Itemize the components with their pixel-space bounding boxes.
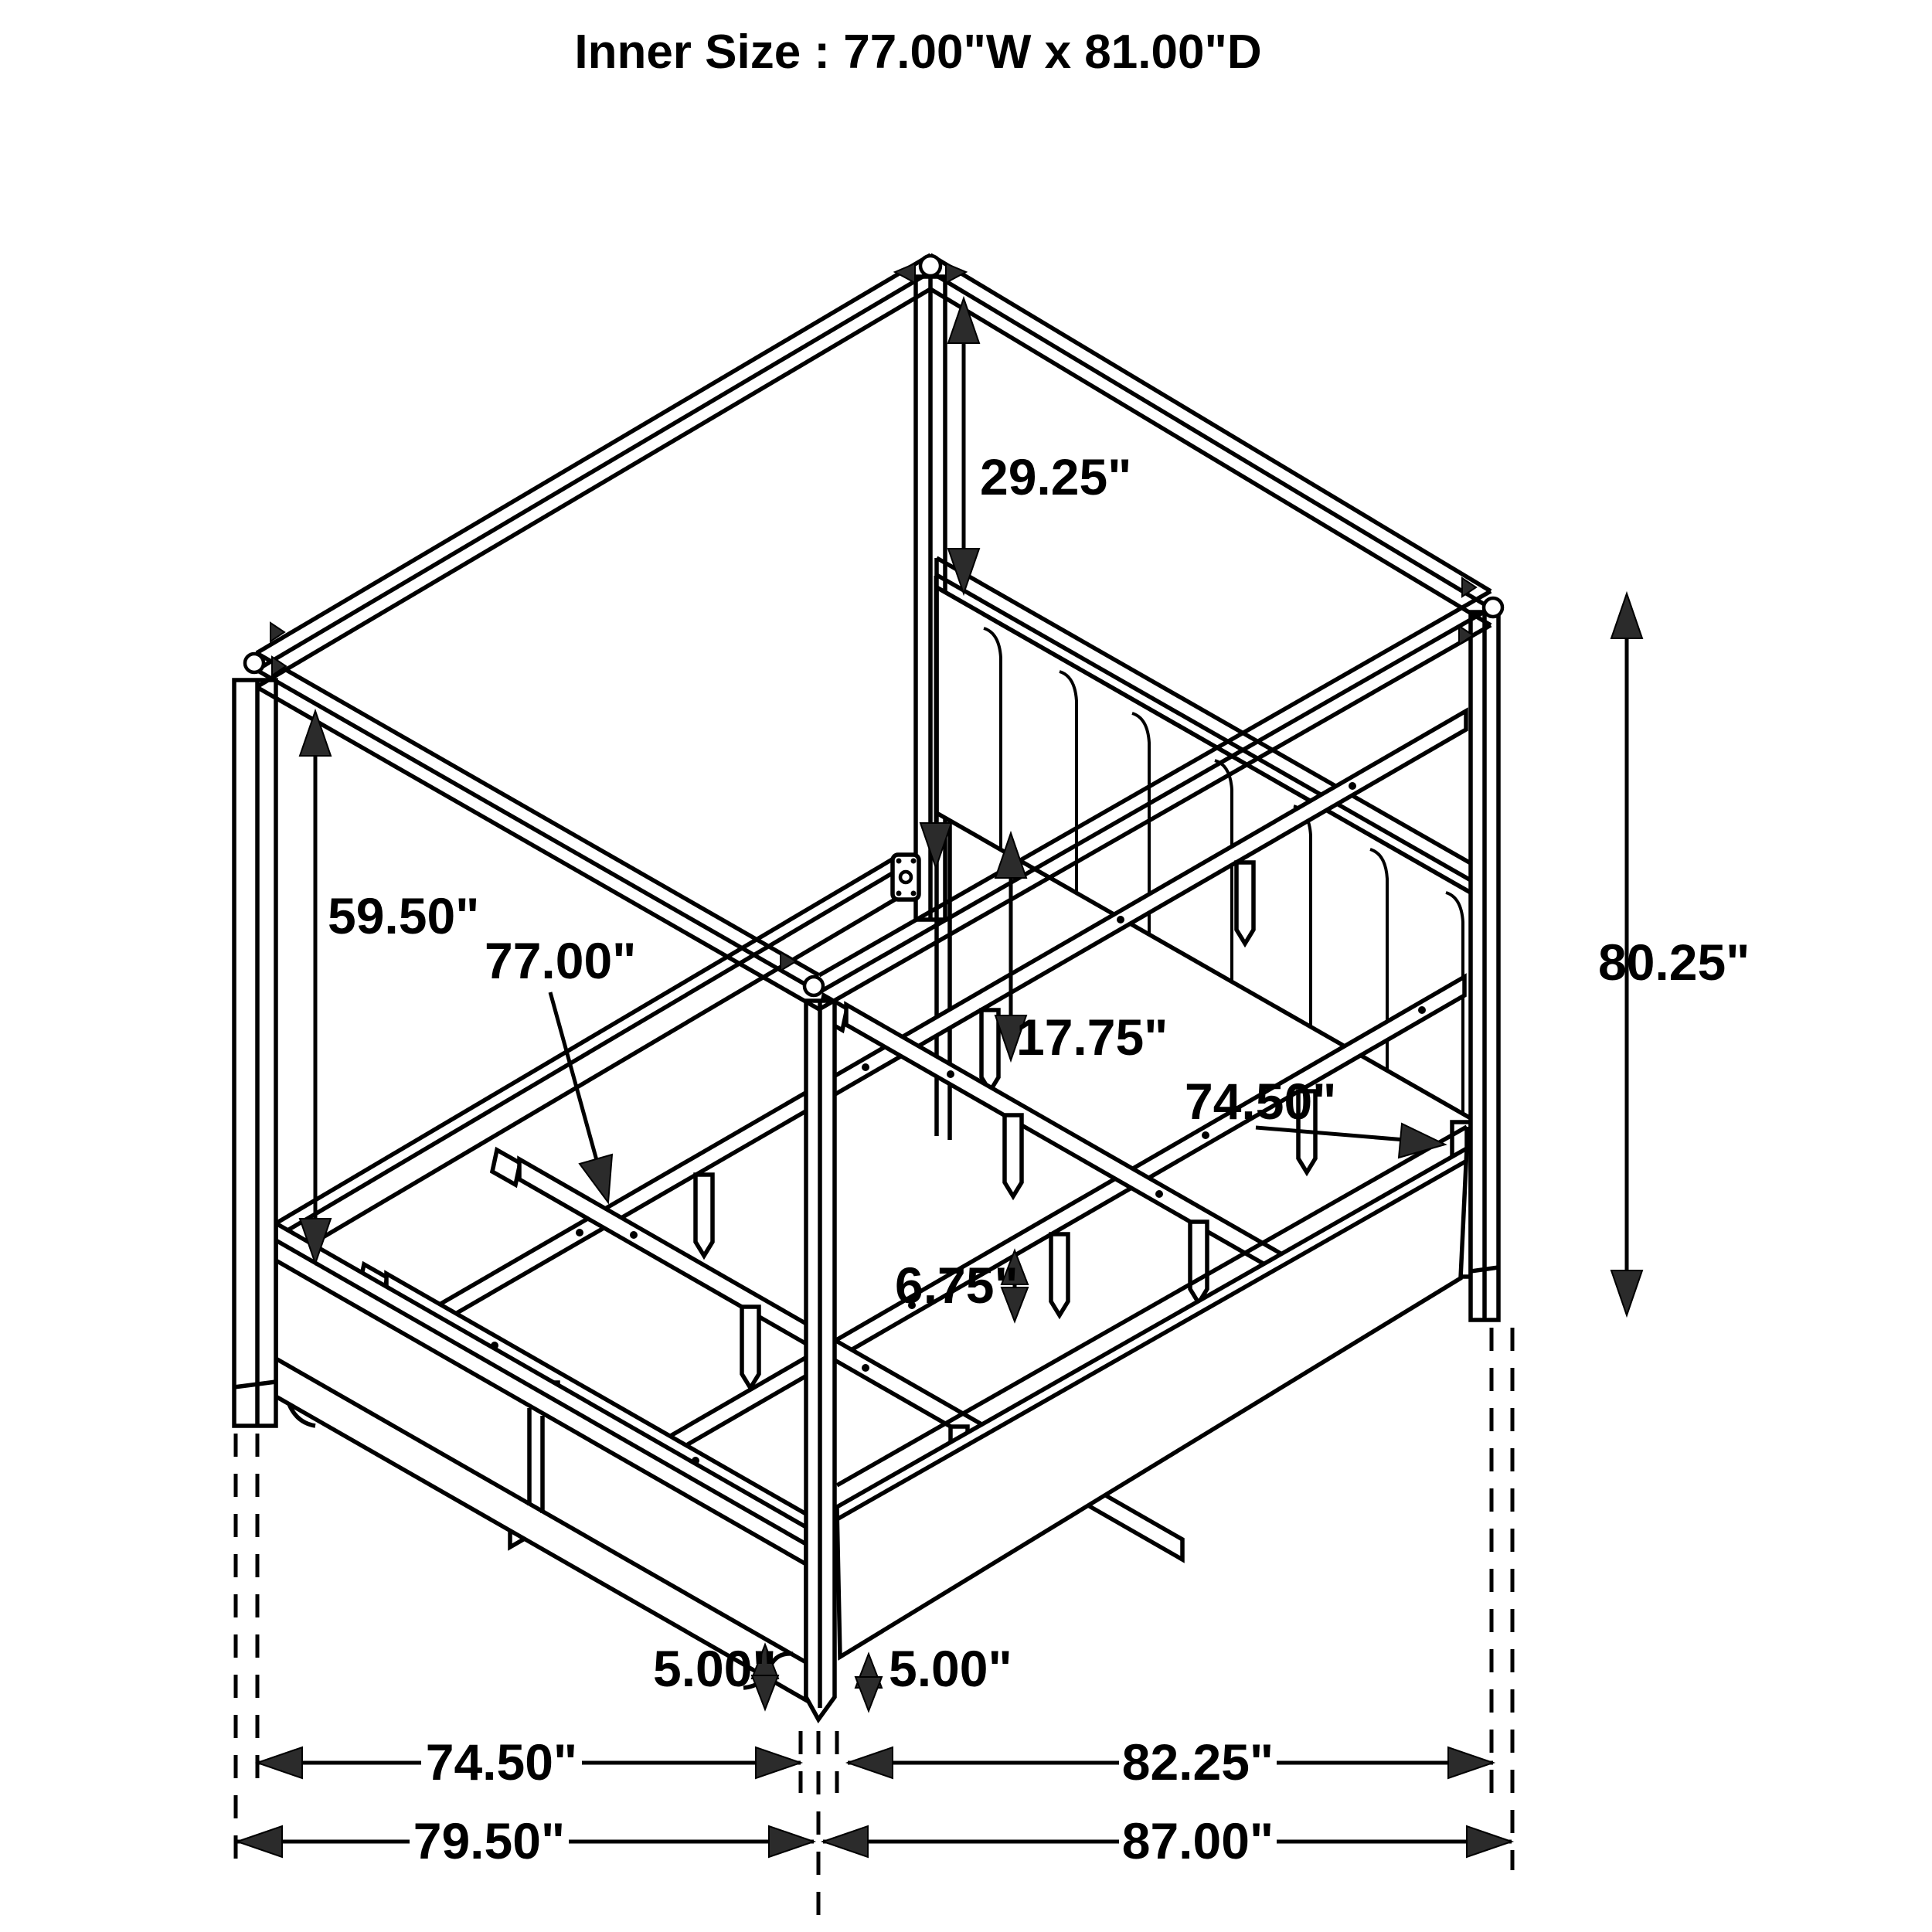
corner-wedge xyxy=(946,264,966,283)
slat-leg xyxy=(1190,1222,1207,1303)
canopy-corner-hole-right xyxy=(1484,598,1502,617)
dim-74-50-mid-label: 74.50" xyxy=(1185,1073,1337,1130)
stringer-hole xyxy=(862,1063,869,1071)
dimension-6-75 xyxy=(895,1250,1028,1321)
dimension-5-00-left xyxy=(653,1640,778,1709)
corner-wedge xyxy=(895,264,915,283)
arrowhead-right xyxy=(1448,1747,1493,1778)
dimension-5-00-right xyxy=(855,1640,1012,1711)
slat-hole xyxy=(1155,1190,1163,1198)
canopy-corner-hole-back xyxy=(920,256,940,276)
arrowhead-up xyxy=(1611,594,1642,638)
dim-59-50-label: 59.50" xyxy=(328,887,480,944)
dimension-80-25 xyxy=(1598,594,1750,1315)
stringer-leg xyxy=(981,1010,998,1091)
arrowhead-left xyxy=(237,1826,282,1857)
dim-5-00-left-label: 5.00" xyxy=(653,1640,777,1697)
arrowhead-down xyxy=(948,549,979,594)
canopy-rail-BR-1 xyxy=(930,255,1491,591)
arrowhead-up xyxy=(300,711,331,756)
stringer-leg xyxy=(696,1175,713,1256)
dimension-row-74-50 xyxy=(257,1733,801,1791)
arrowhead-up xyxy=(948,298,979,343)
dimension-29-25 xyxy=(948,298,1131,594)
slat-endcap xyxy=(492,1150,520,1185)
dim-82-25-label: 82.25" xyxy=(1121,1733,1274,1791)
dimension-row-79-50 xyxy=(237,1812,814,1869)
canopy-rail-LB-3 xyxy=(257,289,930,687)
page-title: Inner Size : 77.00"W x 81.00"D xyxy=(574,26,1262,79)
arrowhead-left xyxy=(257,1747,302,1778)
dim-79-50-label: 79.50" xyxy=(413,1812,566,1869)
stringer-hole xyxy=(1349,782,1356,790)
dim-87-00-label: 87.00" xyxy=(1121,1812,1274,1869)
right-post xyxy=(1471,612,1498,1320)
dim-80-25-label: 80.25" xyxy=(1598,934,1750,991)
left-post-body xyxy=(234,680,276,1426)
slat-hole xyxy=(947,1070,954,1078)
dim-6-75-label: 6.75" xyxy=(895,1257,1019,1314)
bracket-hole xyxy=(900,872,911,883)
bracket-screw-1 xyxy=(896,859,902,864)
arrowhead-right xyxy=(756,1747,801,1778)
canopy-rail-BR-2 xyxy=(930,272,1491,608)
slat-leg xyxy=(1005,1115,1022,1196)
dim-17-75-label: 17.75" xyxy=(1016,1009,1168,1066)
stringer-hole xyxy=(1117,916,1124,923)
canopy-corner-hole-front xyxy=(804,977,823,995)
left-post xyxy=(234,680,276,1426)
arrowhead-down xyxy=(1611,1270,1642,1315)
arrowhead-right xyxy=(1467,1826,1512,1857)
bracket-screw-3 xyxy=(896,891,902,896)
dim-77-00-label: 77.00" xyxy=(485,932,637,989)
bracket-screw-4 xyxy=(911,891,917,896)
slat-hole xyxy=(630,1231,638,1239)
arrowhead-left xyxy=(848,1747,893,1778)
dim-5-00-right-label: 5.00" xyxy=(889,1640,1012,1697)
dimension-row-82-25 xyxy=(848,1733,1493,1791)
stringer-hole xyxy=(1202,1131,1209,1139)
stringer-hole xyxy=(576,1229,583,1236)
stringer-hole xyxy=(1418,1006,1426,1014)
canopy-rail-LB-2 xyxy=(257,272,930,670)
stringer-leg xyxy=(1236,862,1253,944)
arrowhead-down xyxy=(855,1677,882,1711)
dim-74-50-bottom-label: 74.50" xyxy=(425,1733,578,1791)
arrowhead-right xyxy=(769,1826,814,1857)
bracket-screw-2 xyxy=(911,859,917,864)
dim-29-25-label: 29.25" xyxy=(980,448,1132,505)
canopy-corner-hole-left xyxy=(245,654,264,672)
arrowhead-left xyxy=(823,1826,868,1857)
stringer-leg xyxy=(1051,1234,1068,1315)
canopy-rail-LB-1 xyxy=(257,255,930,653)
dimension-row-87-00 xyxy=(823,1812,1512,1869)
slat-hole xyxy=(862,1364,869,1372)
slat-leg xyxy=(742,1307,759,1388)
front-post xyxy=(806,1001,835,1719)
